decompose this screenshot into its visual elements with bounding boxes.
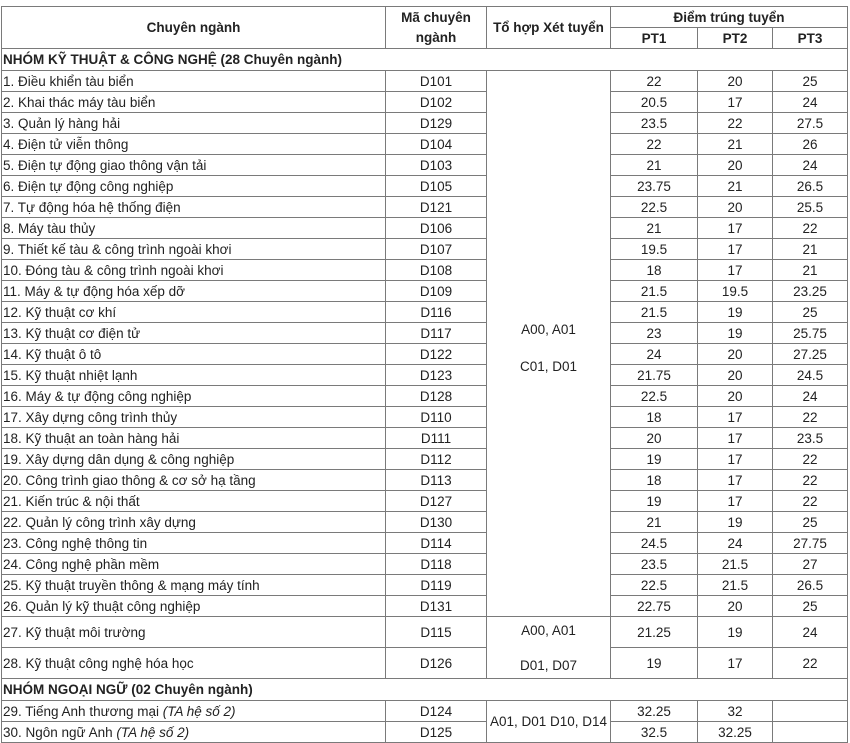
score-pt3: 27.25 bbox=[773, 344, 848, 365]
major-name: 28. Kỹ thuật công nghệ hóa học bbox=[2, 648, 386, 679]
score-pt1: 19 bbox=[611, 491, 698, 512]
score-pt2: 19 bbox=[698, 617, 773, 648]
score-pt3: 22 bbox=[773, 218, 848, 239]
table-row bbox=[2, 365, 848, 386]
major-name: 2. Khai thác máy tàu biển bbox=[2, 92, 386, 113]
score-pt3 bbox=[773, 701, 848, 722]
group-title: NHÓM NGOẠI NGỮ (02 Chuyên ngành) bbox=[2, 679, 848, 701]
score-pt2: 21.5 bbox=[698, 554, 773, 575]
table-row bbox=[2, 281, 848, 302]
major-name: 4. Điện tử viễn thông bbox=[2, 134, 386, 155]
score-pt1: 21.5 bbox=[611, 281, 698, 302]
table-row bbox=[2, 176, 848, 197]
score-pt1: 21.25 bbox=[611, 617, 698, 648]
score-pt3: 25 bbox=[773, 302, 848, 323]
major-code: D119 bbox=[386, 575, 487, 596]
major-name: 9. Thiết kế tàu & công trình ngoài khơi bbox=[2, 239, 386, 260]
table-row bbox=[2, 323, 848, 344]
score-pt1: 23.5 bbox=[611, 113, 698, 134]
score-pt3: 24 bbox=[773, 155, 848, 176]
major-name: 18. Kỹ thuật an toàn hàng hải bbox=[2, 428, 386, 449]
major-code: D123 bbox=[386, 365, 487, 386]
score-pt3: 24 bbox=[773, 92, 848, 113]
score-pt2: 20 bbox=[698, 386, 773, 407]
score-pt2: 21 bbox=[698, 176, 773, 197]
score-pt3: 25.5 bbox=[773, 197, 848, 218]
major-note: (TA hệ số 2) bbox=[116, 724, 190, 740]
group-header-row bbox=[2, 679, 848, 701]
major-code: D116 bbox=[386, 302, 487, 323]
major-name: 19. Xây dựng dân dụng & công nghiệp bbox=[2, 449, 386, 470]
score-pt3: 22 bbox=[773, 470, 848, 491]
score-pt3: 23.25 bbox=[773, 281, 848, 302]
score-pt2: 19.5 bbox=[698, 281, 773, 302]
header-combo: Tổ hợp Xét tuyển bbox=[487, 7, 611, 49]
table-row bbox=[2, 239, 848, 260]
score-pt3: 24 bbox=[773, 386, 848, 407]
combo-line2: D01, D07 bbox=[519, 657, 578, 673]
combo-cell bbox=[487, 71, 611, 617]
score-pt3: 21 bbox=[773, 260, 848, 281]
score-pt3: 22 bbox=[773, 407, 848, 428]
major-code: D125 bbox=[386, 722, 487, 743]
score-pt2: 17 bbox=[698, 260, 773, 281]
table-row bbox=[2, 260, 848, 281]
score-pt1: 21.5 bbox=[611, 302, 698, 323]
header-code-line2: ngành bbox=[415, 29, 457, 45]
major-code: D130 bbox=[386, 512, 487, 533]
table-row bbox=[2, 386, 848, 407]
score-pt2: 20 bbox=[698, 365, 773, 386]
score-pt1: 21 bbox=[611, 155, 698, 176]
major-code: D126 bbox=[386, 648, 487, 679]
score-pt1: 21 bbox=[611, 512, 698, 533]
major-name: 14. Kỹ thuật ô tô bbox=[2, 344, 386, 365]
major-code: D128 bbox=[386, 386, 487, 407]
score-pt1: 19 bbox=[611, 449, 698, 470]
table-row bbox=[2, 491, 848, 512]
table-row bbox=[2, 596, 848, 617]
score-pt2: 20 bbox=[698, 596, 773, 617]
major-code: D112 bbox=[386, 449, 487, 470]
score-pt2: 17 bbox=[698, 92, 773, 113]
major-code: D107 bbox=[386, 239, 487, 260]
table-row bbox=[2, 344, 848, 365]
score-pt1: 22.75 bbox=[611, 596, 698, 617]
major-code: D108 bbox=[386, 260, 487, 281]
score-pt1: 19 bbox=[611, 648, 698, 679]
score-pt1: 32.5 bbox=[611, 722, 698, 743]
score-pt2: 32.25 bbox=[698, 722, 773, 743]
group-header-row bbox=[2, 49, 848, 71]
score-pt1: 32.25 bbox=[611, 701, 698, 722]
score-pt1: 22.5 bbox=[611, 386, 698, 407]
score-pt3: 22 bbox=[773, 491, 848, 512]
major-code: D114 bbox=[386, 533, 487, 554]
score-pt2: 17 bbox=[698, 470, 773, 491]
score-pt3: 24 bbox=[773, 617, 848, 648]
table-row bbox=[2, 113, 848, 134]
major-name: 11. Máy & tự động hóa xếp dỡ bbox=[2, 281, 386, 302]
score-pt2: 22 bbox=[698, 113, 773, 134]
score-pt1: 20.5 bbox=[611, 92, 698, 113]
major-name: 22. Quản lý công trình xây dựng bbox=[2, 512, 386, 533]
table-row bbox=[2, 617, 848, 648]
major-code: D103 bbox=[386, 155, 487, 176]
score-pt1: 18 bbox=[611, 407, 698, 428]
table-row bbox=[2, 302, 848, 323]
score-pt2: 20 bbox=[698, 155, 773, 176]
combo-line2: C01, D01 bbox=[519, 358, 578, 374]
score-pt3: 25 bbox=[773, 596, 848, 617]
score-pt2: 20 bbox=[698, 71, 773, 92]
major-code: D101 bbox=[386, 71, 487, 92]
table-row bbox=[2, 701, 848, 722]
major-name: 20. Công trình giao thông & cơ sở hạ tầng bbox=[2, 470, 386, 491]
major-name: 3. Quản lý hàng hải bbox=[2, 113, 386, 134]
major-name-cell bbox=[2, 701, 386, 722]
score-pt1: 24 bbox=[611, 344, 698, 365]
score-pt2: 17 bbox=[698, 218, 773, 239]
score-pt3: 23.5 bbox=[773, 428, 848, 449]
score-pt2: 17 bbox=[698, 449, 773, 470]
major-code: D127 bbox=[386, 491, 487, 512]
score-pt1: 21.75 bbox=[611, 365, 698, 386]
major-code: D122 bbox=[386, 344, 487, 365]
major-code: D121 bbox=[386, 197, 487, 218]
score-pt1: 22 bbox=[611, 134, 698, 155]
score-pt3: 25.75 bbox=[773, 323, 848, 344]
major-name: 30. Ngôn ngữ Anh bbox=[3, 724, 113, 740]
header-pt1: PT1 bbox=[611, 28, 698, 49]
score-pt3: 26 bbox=[773, 134, 848, 155]
score-pt2: 19 bbox=[698, 512, 773, 533]
major-name: 17. Xây dựng công trình thủy bbox=[2, 407, 386, 428]
score-pt2: 17 bbox=[698, 491, 773, 512]
table-row bbox=[2, 218, 848, 239]
score-pt2: 17 bbox=[698, 428, 773, 449]
major-code: D124 bbox=[386, 701, 487, 722]
major-name: 26. Quản lý kỹ thuật công nghiệp bbox=[2, 596, 386, 617]
score-pt3: 22 bbox=[773, 648, 848, 679]
major-code: D118 bbox=[386, 554, 487, 575]
score-pt1: 23.5 bbox=[611, 554, 698, 575]
score-pt3: 22 bbox=[773, 449, 848, 470]
table-row bbox=[2, 134, 848, 155]
combo-cell bbox=[487, 617, 611, 679]
major-code: D131 bbox=[386, 596, 487, 617]
header-scores: Điểm trúng tuyển bbox=[611, 7, 848, 28]
score-pt3: 25 bbox=[773, 71, 848, 92]
score-pt2: 20 bbox=[698, 344, 773, 365]
score-pt1: 22.5 bbox=[611, 575, 698, 596]
header-code bbox=[386, 7, 487, 49]
score-pt1: 19.5 bbox=[611, 239, 698, 260]
major-name: 15. Kỹ thuật nhiệt lạnh bbox=[2, 365, 386, 386]
score-pt2: 20 bbox=[698, 197, 773, 218]
major-code: D104 bbox=[386, 134, 487, 155]
table-row bbox=[2, 470, 848, 491]
score-pt2: 17 bbox=[698, 407, 773, 428]
score-pt2: 24 bbox=[698, 533, 773, 554]
major-code: D106 bbox=[386, 218, 487, 239]
table-row bbox=[2, 428, 848, 449]
admission-scores-table bbox=[1, 6, 848, 743]
major-name: 10. Đóng tàu & công trình ngoài khơi bbox=[2, 260, 386, 281]
major-code: D115 bbox=[386, 617, 487, 648]
score-pt3: 21 bbox=[773, 239, 848, 260]
header-major: Chuyên ngành bbox=[2, 7, 386, 49]
major-name: 27. Kỹ thuật môi trường bbox=[2, 617, 386, 648]
major-code: D109 bbox=[386, 281, 487, 302]
score-pt3: 27.5 bbox=[773, 113, 848, 134]
major-name-cell bbox=[2, 722, 386, 743]
score-pt1: 22 bbox=[611, 71, 698, 92]
score-pt1: 23 bbox=[611, 323, 698, 344]
major-name: 1. Điều khiển tàu biển bbox=[2, 71, 386, 92]
header-code-line1: Mã chuyên bbox=[401, 9, 471, 25]
score-pt3: 24.5 bbox=[773, 365, 848, 386]
score-pt3: 27.75 bbox=[773, 533, 848, 554]
major-code: D129 bbox=[386, 113, 487, 134]
major-code: D117 bbox=[386, 323, 487, 344]
combo-line1: A00, A01 bbox=[521, 622, 576, 638]
table-row bbox=[2, 71, 848, 92]
score-pt2: 17 bbox=[698, 239, 773, 260]
score-pt1: 18 bbox=[611, 260, 698, 281]
major-name: 23. Công nghệ thông tin bbox=[2, 533, 386, 554]
table-row bbox=[2, 722, 848, 743]
major-code: D110 bbox=[386, 407, 487, 428]
table-row bbox=[2, 407, 848, 428]
major-name: 21. Kiến trúc & nội thất bbox=[2, 491, 386, 512]
major-name: 7. Tự động hóa hệ thống điện bbox=[2, 197, 386, 218]
score-pt1: 18 bbox=[611, 470, 698, 491]
major-name: 25. Kỹ thuật truyền thông & mạng máy tính bbox=[2, 575, 386, 596]
major-name: 13. Kỹ thuật cơ điện tử bbox=[2, 323, 386, 344]
table-row bbox=[2, 92, 848, 113]
score-pt3: 26.5 bbox=[773, 176, 848, 197]
score-pt2: 19 bbox=[698, 302, 773, 323]
score-pt3: 26.5 bbox=[773, 575, 848, 596]
table-row bbox=[2, 533, 848, 554]
score-pt2: 21.5 bbox=[698, 575, 773, 596]
score-pt1: 22.5 bbox=[611, 197, 698, 218]
table-row bbox=[2, 197, 848, 218]
major-code: D111 bbox=[386, 428, 487, 449]
score-pt3: 25 bbox=[773, 512, 848, 533]
table-row bbox=[2, 155, 848, 176]
score-pt2: 17 bbox=[698, 648, 773, 679]
score-pt1: 23.75 bbox=[611, 176, 698, 197]
score-pt3 bbox=[773, 722, 848, 743]
table-row bbox=[2, 554, 848, 575]
header-pt3: PT3 bbox=[773, 28, 848, 49]
major-code: D102 bbox=[386, 92, 487, 113]
major-name: 24. Công nghệ phần mềm bbox=[2, 554, 386, 575]
table-row bbox=[2, 449, 848, 470]
score-pt1: 24.5 bbox=[611, 533, 698, 554]
table-row bbox=[2, 512, 848, 533]
score-pt3: 27 bbox=[773, 554, 848, 575]
table-row bbox=[2, 648, 848, 679]
major-name: 12. Kỹ thuật cơ khí bbox=[2, 302, 386, 323]
header-pt2: PT2 bbox=[698, 28, 773, 49]
group-title: NHÓM KỸ THUẬT & CÔNG NGHỆ (28 Chuyên ngành) bbox=[2, 49, 848, 71]
score-pt2: 19 bbox=[698, 323, 773, 344]
table-row bbox=[2, 575, 848, 596]
major-code: D113 bbox=[386, 470, 487, 491]
major-name: 8. Máy tàu thủy bbox=[2, 218, 386, 239]
score-pt1: 20 bbox=[611, 428, 698, 449]
score-pt2: 21 bbox=[698, 134, 773, 155]
major-name: 6. Điện tự động công nghiệp bbox=[2, 176, 386, 197]
major-name: 29. Tiếng Anh thương mại bbox=[3, 703, 159, 719]
major-name: 5. Điện tự động giao thông vận tải bbox=[2, 155, 386, 176]
major-code: D105 bbox=[386, 176, 487, 197]
score-pt1: 21 bbox=[611, 218, 698, 239]
score-pt2: 32 bbox=[698, 701, 773, 722]
major-name: 16. Máy & tự động công nghiệp bbox=[2, 386, 386, 407]
combo-cell: A01, D01 D10, D14 bbox=[487, 701, 611, 743]
major-note: (TA hệ số 2) bbox=[162, 703, 236, 719]
combo-line1: A00, A01 bbox=[521, 321, 576, 337]
